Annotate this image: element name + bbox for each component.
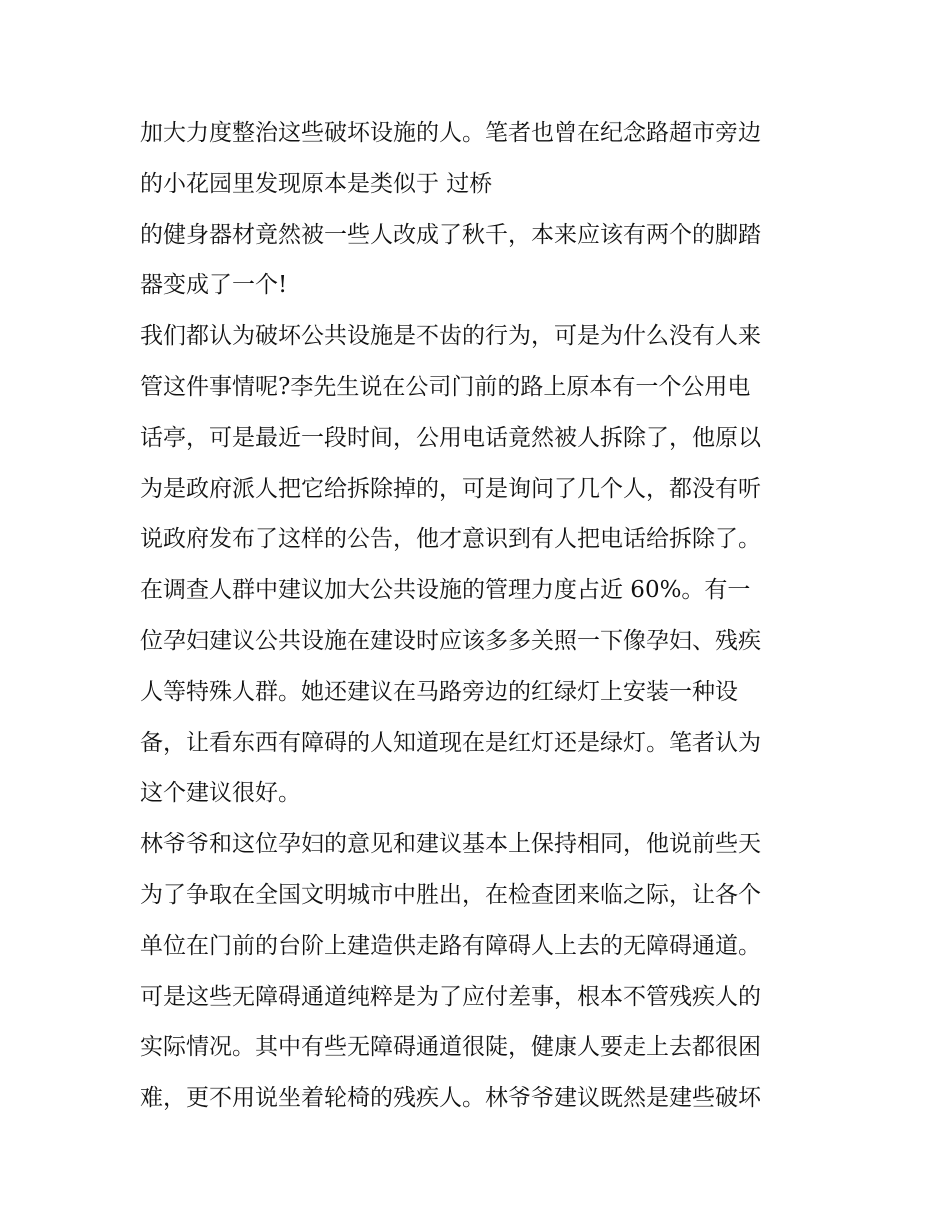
text-line: 话亭，可是最近一段时间，公用电话竟然被人拆除了，他原以 bbox=[140, 424, 761, 451]
text-line: 实际情况。其中有些无障碍通道很陡，健康人要走上去都很困 bbox=[140, 1034, 761, 1061]
text-line: 器变成了一个! bbox=[140, 272, 288, 299]
text-line: 的小花园里发现原本是类似于 过桥 bbox=[140, 170, 493, 197]
text-line: 这个建议很好。 bbox=[140, 780, 301, 807]
text-line: 管这件事情呢?李先生说在公司门前的路上原本有一个公用电 bbox=[140, 373, 751, 400]
text-line: 为是政府派人把它给拆除掉的，可是询问了几个人，都没有听 bbox=[140, 475, 761, 502]
text-line: 的健身器材竟然被一些人改成了秋千，本来应该有两个的脚踏 bbox=[140, 221, 761, 248]
text-line: 人等特殊人群。她还建议在马路旁边的红绿灯上安装一种设 bbox=[140, 678, 738, 705]
text-line: 备，让看东西有障碍的人知道现在是红灯还是绿灯。笔者认为 bbox=[140, 729, 761, 756]
text-line: 林爷爷和这位孕妇的意见和建议基本上保持相同，他说前些天 bbox=[140, 831, 761, 858]
text-line: 说政府发布了这样的公告，他才意识到有人把电话给拆除了。 bbox=[140, 526, 761, 553]
text-line: 单位在门前的台阶上建造供走路有障碍人上去的无障碍通道。 bbox=[140, 932, 761, 959]
text-line: 加大力度整治这些破坏设施的人。笔者也曾在纪念路超市旁边 bbox=[140, 120, 761, 146]
text-line: 在调查人群中建议加大公共设施的管理力度占近 60%。有一 bbox=[140, 577, 751, 604]
text-line: 难，更不用说坐着轮椅的残疾人。林爷爷建议既然是建些破坏 bbox=[140, 1085, 761, 1112]
text-line: 可是这些无障碍通道纯粹是为了应付差事，根本不管残疾人的 bbox=[140, 983, 761, 1010]
text-line: 我们都认为破坏公共设施是不齿的行为，可是为什么没有人来 bbox=[140, 323, 761, 350]
document-body bbox=[140, 108, 820, 1124]
text-line: 为了争取在全国文明城市中胜出，在检查团来临之际，让各个 bbox=[140, 881, 761, 908]
text-line: 位孕妇建议公共设施在建设时应该多多关照一下像孕妇、残疾 bbox=[140, 627, 761, 654]
